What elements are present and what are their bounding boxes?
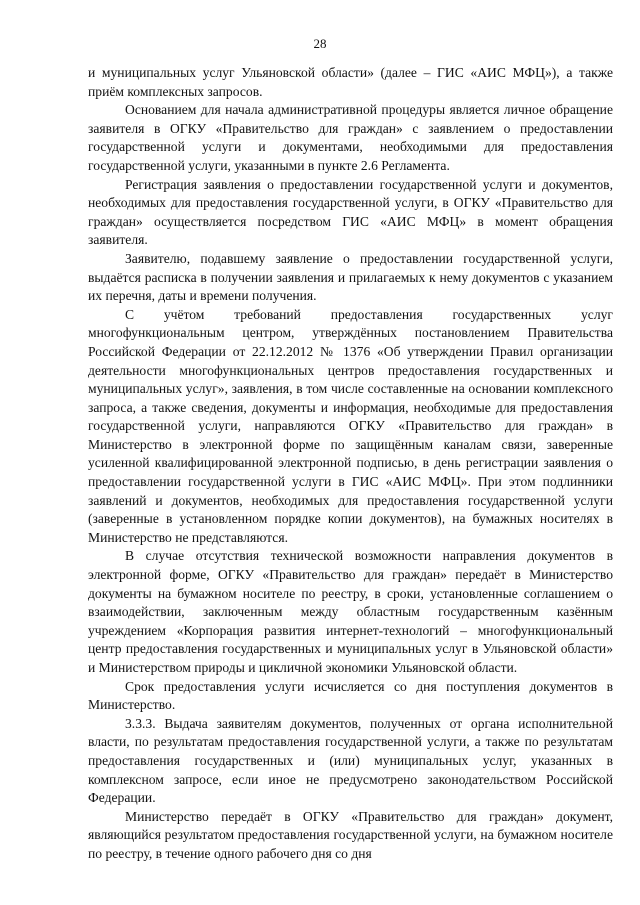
paragraph-requirements: С учётом требований предоставления государственных услуг многофункциональным центром, утверждённых постановлением Правительства Российской Федерации от 22.12.2012 № 1376 «Об утверждении Правил организации деятельности многофункциональных центров предоставления государственных и муниципальных услуг», заявления, в том числе составленные на основании комплексного запроса, а также сведения, документы и информация, необходимые для предоставления государственной услуги, направляются ОГКУ «Правительство для граждан» в Министерство в электронной форме по защищённым каналам связи, заверенные усиленной квалифицированной электронной подписью, в день регистрации заявления о предоставлении государственной услуги в ГИС «АИС МФЦ». При этом подлинники заявлений и документов, необходимых для предоставления государственной услуги (заверенные в установленном порядке копии документов), на бумажных носителях в Министерство не представляются. (88, 306, 613, 545)
paragraph-registration: Регистрация заявления о предоставлении государственной услуги и документов, необходимых для предоставления государственной услуги, в ОГКУ «Правительство для граждан» осуществляется посредством ГИС «АИС МФЦ» в момент обращения заявителя. (88, 176, 613, 248)
document-body (88, 64, 613, 864)
paragraph-term: Срок предоставления услуги исчисляется со дня поступления документов в Министерство. (88, 678, 613, 713)
paragraph-section-3-3-3: 3.3.3. Выдача заявителям документов, полученных от органа исполнительной власти, по результатам предоставления государственной услуги, а также по результатам предоставления государственных и (или) муниципальных услуг, указанных в комплексном запросе, если иное не предусмотрено законодательством Российской Федерации. (88, 715, 613, 806)
paragraph-continuation: и муниципальных услуг Ульяновской области» (далее – ГИС «АИС МФЦ»), а также приём комплексных запросов. (88, 65, 613, 99)
paragraph-paper-transfer: В случае отсутствия технической возможности направления документов в электронной форме, ОГКУ «Правительство для граждан» передаёт в Министерство документы на бумажном носителе по реестру, в сроки, установленные соглашением о взаимодействии, заключенным между областным государственным казённым учреждением «Корпорация развития интернет-технологий – многофункциональный центр предоставления государственных и муниципальных услуг в Ульяновской области» и Министерством природы и цикличной экономики Ульяновской области. (88, 548, 613, 675)
paragraph-ministry-transfer: Министерство передаёт в ОГКУ «Правительство для граждан» документ, являющийся результатом предоставления государственной услуги, на бумажном носителе по реестру, в течение одного рабочего дня со дня (88, 808, 613, 861)
paragraph-basis: Основанием для начала административной процедуры является личное обращение заявителя в ОГКУ «Правительство для граждан» с заявлением о предоставлении государственной услуги и документами, необходимыми для предоставления государственной услуги, указанными в пункте 2.6 Регламента. (88, 102, 613, 173)
page-number: 28 (313, 36, 327, 51)
paragraph-receipt: Заявителю, подавшему заявление о предоставлении государственной услуги, выдаётся расписка в получении заявления и прилагаемых к нему документов с указанием их перечня, даты и времени получения. (88, 250, 613, 304)
